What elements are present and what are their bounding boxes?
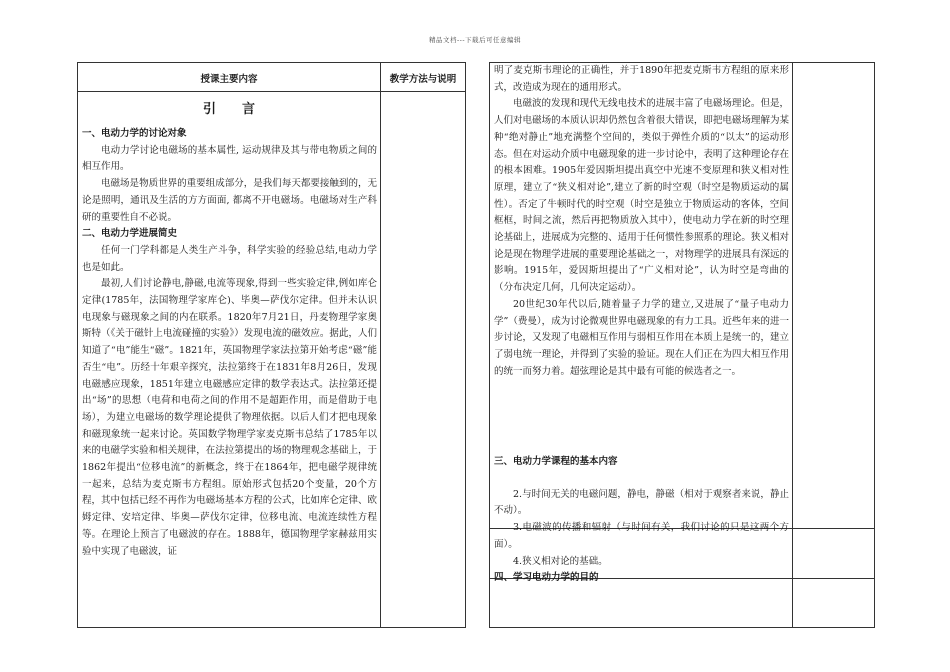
lesson-title: 引 言: [202, 102, 255, 117]
paragraph: 最初,人们讨论静电,静磁,电流等现象,得到一些实验定律,例如库仑定律(1785年，法国物理学家库仑)、毕奥—萨伐尔定律。但并未认识电现象与磁现象之间的内在联系。1820年7月21日，丹麦物理学家奥斯特（《关于磁针上电流碰撞的实验》）发现电流的磁效应。据此，人们知道了“电”能生“磁”。1821年，英国物理学家法拉第开始考虑“磁”能否生“电”。历经十年艰辛探究，法拉第终于在1831年8月26日，发现电磁感应现象，1851年建立电磁感应定律的数学表达式。法拉第还提出“场”的思想（电荷和电荷之间的作用不是超距作用，而是借助于电场），为建立电磁场的数学理论提供了物理依据。以后人们才把电现象和磁现象统一起来讨论。英国数学物理学家麦克斯韦总结了1785年以来的电磁学实验和相关规律，在法拉第提出的场的物理观念基础上，于1862年提出“位移电流”的新概念，终于在1864年，把电磁学规律统一起来，总结为麦克斯韦方程组。原始形式包括20个变量，20个方程，其中包括已经不再作为电磁场基本方程的公式，比如库仑定律、欧姆定律、安培定律、毕奥—萨伐尔定律，位移电流、电流连续性方程等。在理论上预言了电磁波的存在。1888年，德国物理学家赫兹用实验中实现了电磁波，证: [82, 278, 377, 557]
section-heading-3: 三、电动力学课程的基本内容: [494, 456, 618, 467]
paragraph: 电磁场是物质世界的重要组成部分，是我们每天都要接触到的，无论是照明，通讯及生活的方方面面, 都离不开电磁场。电磁场对生产科研的重要性自不必说。: [82, 178, 377, 223]
list-item: 3.电磁波的传播和辐射（与时间有关，我们讨论的只是这两个方面）。: [494, 522, 789, 550]
section-heading-1: 一、电动力学的讨论对象: [82, 128, 187, 139]
column-divider: [792, 63, 793, 627]
section-heading-4: 四、学习电动力学的目的: [494, 572, 599, 584]
list-item: 2.与时间无关的电磁问题，静电，静磁（相对于观察者来说，静止不动）。: [494, 488, 789, 517]
section3-block: [494, 454, 789, 587]
column-header-content: 授课主要内容: [200, 74, 258, 85]
right-lesson-table: [489, 62, 875, 628]
left-body: [82, 126, 377, 560]
paragraph: 20世纪30年代以后,随着量子力学的建立,又进展了“量子电动力学”（费曼），成为讨论微观世界电磁现象的有力工具。近些年来的进一步讨论，又发现了电磁相互作用与弱相互作用在本质上是统一的，建立了弱电统一理论，并得到了实验的验证。现在人们正在为四大相互作用的统一而努力着。超弦理论是其中最有可能的候选者之一。: [494, 298, 789, 377]
left-lesson-table: [77, 62, 466, 628]
right-body: [494, 63, 789, 380]
paragraph: 明了麦克斯韦理论的正确性，并于1890年把麦克斯韦方程组的原来形式，改造成为现在的通用形式。: [494, 65, 789, 93]
paragraph: 任何一门学科都是人类生产斗争，科学实验的经验总结,电动力学也是如此。: [82, 244, 377, 273]
column-header-method: 教学方法与说明: [389, 74, 457, 85]
column-divider: [380, 63, 381, 627]
paragraph: 电磁波的发现和现代无线电技术的进展丰富了电磁场理论。但是，人们对电磁场的本质认识却仍然包含着很大错误，即把电磁场理解为某种“绝对静止”地充满整个空间的，类似于弹性介质的“以太”的运动形态。但在对运动介质中电磁现象的进一步讨论中，表明了这种理论存在的根本困难。1905年爱因斯坦提出真空中光速不变原理和狭义相对性原理，建立了“狭义相对论”,建立了新的时空观（时空是物质运动的属性）。否定了牛顿时代的时空观（时空是独立于物质运动的客体，空间框框，时间之流，然后再把物质放入其中），使电动力学在新的时空理论基础上，进展成为完整的、适用于任何惯性参照系的理论。狭义相对论是现在物理学进展的重要理论基础之一，对物理学的进展具有深远的影响。1915年，爱因斯坦提出了“广义相对论”，认为时空是弯曲的（分布决定几何，几何决定运动）。: [494, 98, 789, 294]
paragraph: 电动力学讨论电磁场的基本属性, 运动规律及其与带电物质之间的相互作用。: [82, 144, 377, 173]
section-heading-2: 二、电动力学进展简史: [82, 228, 178, 240]
page-header-note: 精品文档---下载后可任意编辑: [428, 36, 522, 44]
list-item: 4.狭义相对论的基础。: [513, 555, 608, 567]
header-divider: [78, 91, 465, 92]
